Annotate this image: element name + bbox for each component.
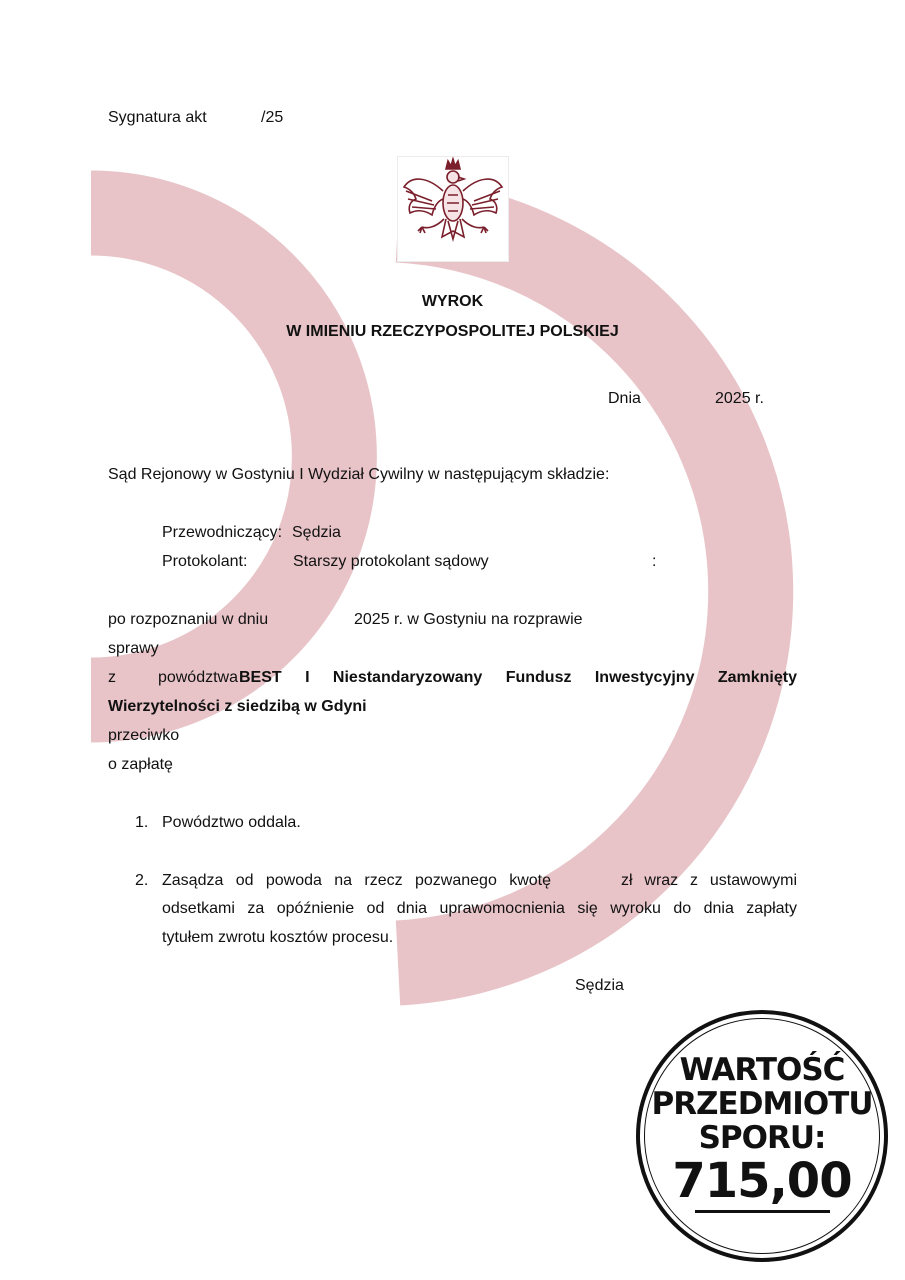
- case-signature-suffix: /25: [261, 109, 284, 126]
- date-suffix: 2025 r.: [715, 390, 764, 407]
- stamp-line-2: PRZEDMIOTU: [651, 1086, 873, 1122]
- eagle-icon: [398, 157, 508, 261]
- ruling-1-text: Powództwo oddala.: [162, 814, 301, 831]
- clerk-value: Starszy protokolant sądowy: [293, 553, 489, 570]
- case-subject: o zapłatę: [108, 756, 173, 773]
- dispute-value-stamp: [636, 1010, 888, 1262]
- court-composition: Sąd Rejonowy w Gostyniu I Wydział Cywilny w następującym składzie:: [108, 466, 610, 483]
- ruling-2-line1-a: Zasądza od powoda na rzecz pozwanego kwotę: [162, 872, 551, 889]
- judge-signature-label: Sędzia: [575, 977, 624, 994]
- stamp-line-3: SPORU:: [698, 1120, 826, 1156]
- ruling-1-number: 1.: [135, 814, 149, 831]
- ruling-2-line2: odsetkami za opóźnienie od dnia uprawomocnienia się wyroku do dnia zapłaty: [162, 900, 797, 917]
- plaintiff-name-line1: BEST I Niestandaryzowany Fundusz Inwestycyjny Zamknięty: [239, 669, 797, 686]
- stamp-amount: 715,00: [672, 1153, 852, 1209]
- clerk-label: Protokolant:: [162, 553, 248, 570]
- against-word: przeciwko: [108, 727, 180, 744]
- ruling-2-line1-b: zł wraz z ustawowymi: [621, 872, 797, 889]
- ruling-2-number: 2.: [135, 872, 149, 889]
- ruling-2-line3: tytułem zwrotu kosztów procesu.: [162, 929, 394, 946]
- plaintiff-prefix: z powództwa: [108, 669, 238, 686]
- case-word: sprawy: [108, 640, 159, 657]
- stamp-underline: [695, 1210, 830, 1213]
- hearing-suffix: 2025 r. w Gostyniu na rozprawie: [354, 611, 583, 628]
- clerk-end: :: [652, 553, 657, 570]
- stamp-line-1: WARTOŚĆ: [679, 1052, 845, 1088]
- case-signature-label: Sygnatura akt: [108, 109, 207, 126]
- judgment-title: WYROK: [421, 293, 484, 310]
- polish-eagle-emblem: [397, 156, 509, 262]
- judgment-subtitle: W IMIENIU RZECZYPOSPOLITEJ POLSKIEJ: [286, 323, 619, 340]
- plaintiff-name-line2: Wierzytelności z siedzibą w Gdyni: [108, 698, 367, 715]
- chair-label: Przewodniczący:: [162, 524, 283, 541]
- chair-value: Sędzia: [292, 524, 341, 541]
- hearing-prefix: po rozpoznaniu w dniu: [108, 611, 269, 628]
- date-prefix: Dnia: [608, 390, 641, 407]
